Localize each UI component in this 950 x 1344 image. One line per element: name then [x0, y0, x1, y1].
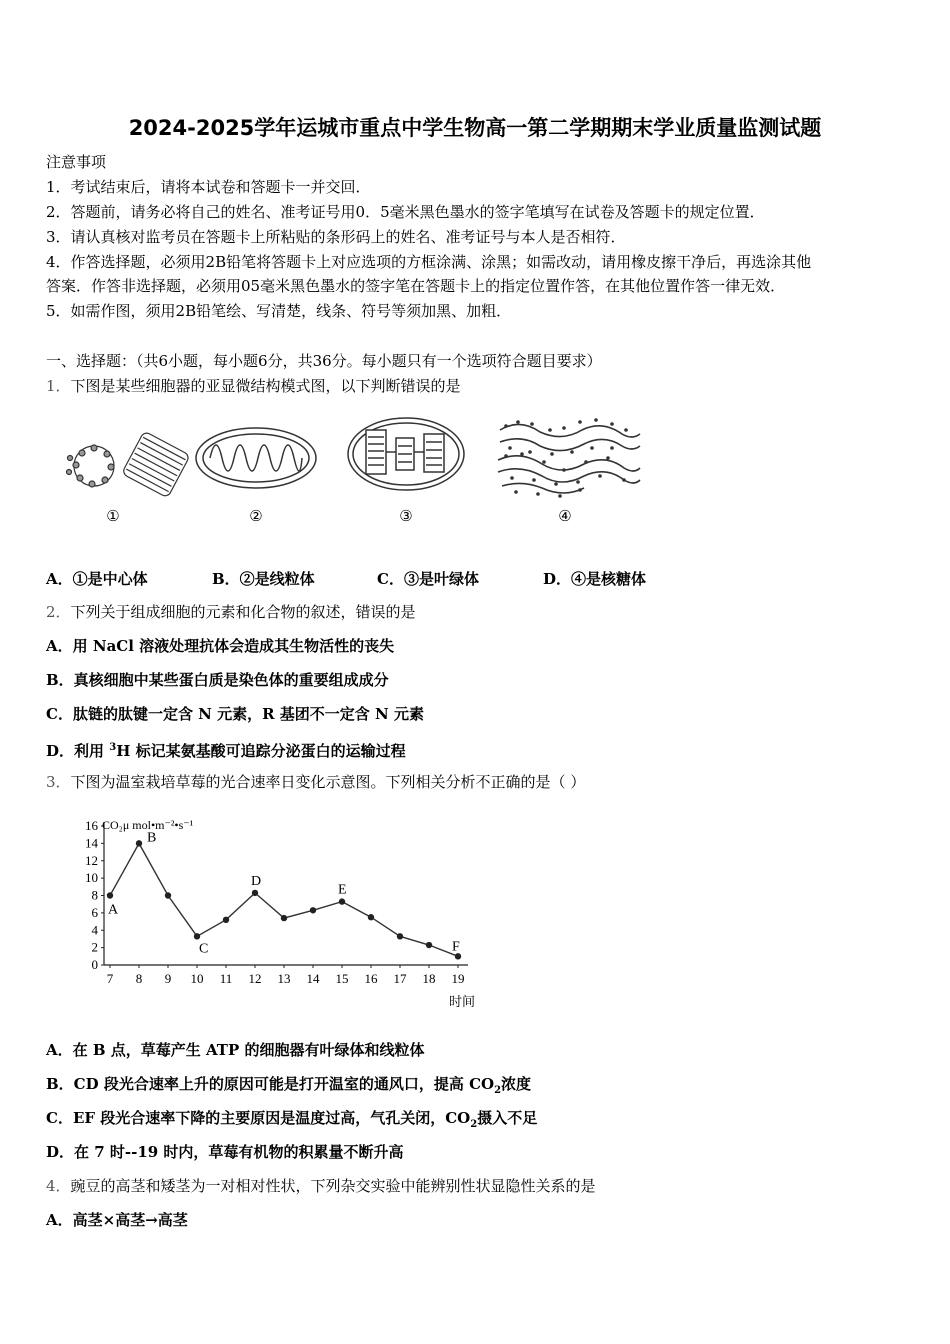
- y-tick-label: 8: [91, 887, 98, 903]
- q3-option-c[interactable]: [46, 1108, 537, 1135]
- data-point: [368, 914, 374, 920]
- option-text: 摄入不足: [477, 1109, 538, 1127]
- notice-item: 1．考试结束后，请将本试卷和答题卡一并交回．: [46, 178, 371, 196]
- x-tick-label: 8: [135, 971, 143, 986]
- x-tick-label: 16: [364, 971, 378, 986]
- notice-item: 3．请认真核对监考员在答题卡上所粘贴的条形码上的姓名、准考证号与本人是否相符．: [46, 228, 626, 246]
- y-axis-label: CO₂μ mol•m⁻²•s⁻¹: [102, 818, 194, 832]
- question-number: 1．: [46, 377, 71, 395]
- x-tick-label: 13: [277, 971, 291, 986]
- data-point: [426, 942, 432, 948]
- question-stem: 下列关于组成细胞的元素和化合物的叙述，错误的是: [70, 603, 416, 621]
- y-tick-label: 12: [85, 852, 98, 868]
- data-point: [136, 840, 142, 846]
- question-stem: 豌豆的高茎和矮茎为一对相对性状，下列杂交实验中能辨别性状显隐性关系的是: [70, 1177, 596, 1195]
- organelle-label: ①: [106, 509, 120, 525]
- q4-option-a[interactable]: A．高茎×高茎→高茎: [46, 1211, 188, 1229]
- section-heading: 一、选择题：（共6小题，每小题6分，共36分。每小题只有一个选项符合题目要求）: [46, 352, 602, 370]
- data-point: [339, 898, 345, 904]
- y-tick-label: 4: [91, 922, 98, 938]
- chloroplast-drawing: [348, 418, 464, 490]
- notice-item: 2．答题前，请务必将自己的姓名、准考证号用0．5毫米黑色墨水的签字笔填写在试卷及答题卡的规定位置．: [46, 203, 765, 221]
- organelle-label: ③: [399, 509, 413, 525]
- photosynthesis-chart: [66, 810, 496, 1015]
- question-3: [46, 772, 585, 792]
- data-point: [194, 933, 200, 939]
- y-tick-label: 0: [91, 957, 98, 972]
- point-label: A: [108, 902, 119, 918]
- q2-option-d[interactable]: [46, 738, 406, 761]
- question-number: 4．: [46, 1177, 71, 1195]
- option-text: H 标记某氨基酸可追踪分泌蛋白的运输过程: [116, 742, 406, 760]
- y-tick-label: 2: [91, 939, 98, 955]
- data-point: [397, 933, 403, 939]
- data-point: [107, 892, 113, 898]
- question-number: 3．: [46, 773, 71, 791]
- notice-heading: 注意事项: [46, 153, 107, 171]
- x-tick-label: 19: [451, 971, 465, 986]
- option-text: B．CD 段光合速率上升的原因可能是打开温室的通风口，提高 CO: [46, 1075, 495, 1093]
- y-tick-label: 6: [91, 904, 98, 920]
- q1-option-a[interactable]: A．①是中心体: [46, 570, 148, 588]
- option-text: 浓度: [501, 1075, 532, 1093]
- x-tick-label: 12: [248, 971, 262, 986]
- q1-option-b[interactable]: B．②是线粒体: [212, 570, 315, 588]
- question-number: 2．: [46, 603, 71, 621]
- point-label: E: [338, 882, 347, 898]
- superscript: 3: [109, 742, 117, 753]
- data-line: [110, 843, 458, 956]
- question-2: [46, 602, 416, 622]
- notice-item: 5．如需作图，须用2B铅笔绘、写清楚，线条、符号等须加黑、加粗．: [46, 302, 512, 320]
- centriole-drawing: [67, 431, 191, 498]
- x-tick-label: 15: [335, 971, 349, 986]
- data-point: [223, 917, 229, 923]
- y-tick-label: 16: [85, 818, 98, 833]
- x-tick-label: 14: [306, 971, 320, 986]
- data-point: [165, 892, 171, 898]
- x-tick-label: 18: [422, 971, 436, 986]
- notice-item: 答案．作答非选择题，必须用05毫米黑色墨水的签字笔在答题卡上的指定位置作答，在其他位置作答一律无效．: [46, 277, 786, 295]
- organelle-figure: [60, 408, 660, 533]
- x-tick-label: 10: [190, 971, 204, 986]
- x-tick-label: 9: [164, 971, 172, 986]
- point-label: F: [452, 939, 460, 955]
- q2-option-b[interactable]: B．真核细胞中某些蛋白质是染色体的重要组成成分: [46, 671, 389, 689]
- data-point: [281, 915, 287, 921]
- point-label: D: [251, 873, 262, 889]
- notice-item: 4．作答选择题，必须用2B铅笔将答题卡上对应选项的方框涂满、涂黑；如需改动，请用橡皮擦干净后，再选涂其他: [46, 253, 812, 271]
- option-text: D．利用: [46, 742, 110, 760]
- x-axis-label: 时间: [448, 994, 476, 1009]
- data-point: [310, 907, 316, 913]
- x-tick-label: 17: [393, 971, 407, 986]
- x-tick-label: 7: [106, 971, 114, 986]
- question-stem: 下图是某些细胞器的亚显微结构模式图，以下判断错误的是: [70, 377, 461, 395]
- mitochondrion-drawing: [196, 428, 316, 488]
- data-point: [252, 890, 258, 896]
- option-text: C．EF 段光合速率下降的主要原因是温度过高，气孔关闭，CO: [46, 1109, 471, 1127]
- organelle-label: ④: [558, 509, 572, 525]
- q2-option-a[interactable]: A．用 NaCl 溶液处理抗体会造成其生物活性的丧失: [46, 637, 395, 655]
- point-label: B: [147, 830, 157, 846]
- subscript: 2: [470, 1119, 478, 1130]
- organelle-label: ②: [249, 509, 263, 525]
- q1-option-d[interactable]: D．④是核糖体: [543, 570, 647, 588]
- chart-axes: [104, 822, 468, 965]
- q3-option-d[interactable]: D．在 7 时--19 时内，草莓有机物的积累量不断升高: [46, 1143, 404, 1161]
- x-tick-label: 11: [219, 971, 233, 986]
- endoplasmic-reticulum-drawing: [498, 418, 640, 498]
- y-tick-label: 10: [85, 870, 98, 886]
- q3-option-a[interactable]: A．在 B 点，草莓产生 ATP 的细胞器有叶绿体和线粒体: [46, 1041, 425, 1059]
- question-4: [46, 1176, 596, 1196]
- question-1: [46, 376, 461, 396]
- q1-option-c[interactable]: C．③是叶绿体: [377, 570, 479, 588]
- q3-option-b[interactable]: [46, 1074, 531, 1101]
- point-label: C: [199, 941, 209, 957]
- question-stem: 下图为温室栽培草莓的光合速率日变化示意图。下列相关分析不正确的是（ ）: [70, 773, 586, 791]
- q2-option-c[interactable]: C．肽链的肽键一定含 N 元素，R 基团不一定含 N 元素: [46, 705, 424, 723]
- y-tick-label: 14: [85, 835, 98, 851]
- page-title: 2024-2025学年运城市重点中学生物高一第二学期期末学业质量监测试题: [128, 116, 822, 140]
- subscript: 2: [494, 1085, 502, 1096]
